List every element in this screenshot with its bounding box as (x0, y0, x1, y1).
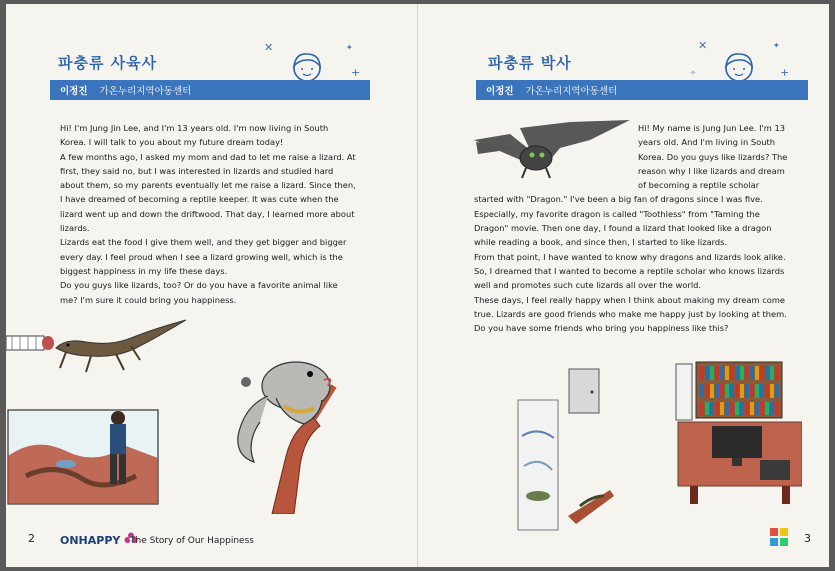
left-page-title: 파충류 사육사 (58, 54, 158, 72)
page-number: 2 (28, 532, 35, 545)
dragon-float-space (474, 121, 638, 183)
reptile-tank-drawing (510, 396, 616, 532)
author-name: 이정진 (486, 86, 514, 97)
sparkle-icon: ✕ (698, 39, 708, 52)
bookshelf-desk-drawing (672, 360, 802, 506)
footer-logo-text: ONHAPPY (60, 534, 121, 547)
right-page-title: 파충류 박사 (488, 54, 572, 72)
lizard-drawing (6, 316, 196, 386)
terrarium-drawing (6, 396, 166, 508)
right-author-bar (476, 80, 808, 100)
sparkle-icon: ✕ (264, 41, 274, 54)
paragraph: Do you guys like lizards, too? Or do you have a favorite animal like me? I'm sure it could bring you happiness. (60, 280, 338, 305)
sparkle-icon: ✦ (346, 43, 353, 52)
paragraph: A few months ago, I asked my mom and dad to let me raise a lizard. At first, they said no, but I was interested in lizards and studied hard about them, so my parents eventually let me raise a lizard. Since then, I have dreamed of becoming a reptile keeper. It was cute when the lizard went up and down the driftwood. That day, I learned more about lizards. (60, 151, 356, 234)
footer-logo (60, 532, 138, 547)
paragraph: Hi! I'm Jung Jin Lee, and I'm 13 years old. I'm now living in South Korea. I will talk to you about my future dream today! (60, 123, 329, 148)
right-page (418, 4, 829, 567)
plus-icon: + (780, 66, 790, 79)
lizard-branch-drawing (224, 346, 344, 514)
footer-title: The Story of Our Happiness (130, 536, 254, 546)
sparkle-icon: ✧ (690, 69, 696, 77)
left-page (6, 4, 418, 567)
puzzle-logo-icon (768, 526, 790, 548)
left-body-text (60, 121, 356, 307)
page-number: 3 (804, 532, 811, 545)
author-name: 이정진 (60, 86, 88, 97)
author-org: 가온누리지역아동센터 (99, 86, 192, 97)
sparkle-icon: ✦ (773, 41, 780, 50)
paragraph: Lizards eat the food I give them well, and they get bigger and bigger every day. I feel proud when I see a lizard growing well, which is the biggest happiness in my life these days. (60, 237, 347, 276)
plus-icon: + (351, 66, 361, 79)
paragraph: These days, I feel really happy when I think about making my dream come true. Lizards are good friends who make me happy just by looking at them. Do you have some friends who bring you happiness like this? (474, 294, 787, 334)
paragraph: From that point, I have wanted to know why dragons and lizards look alike. So, I dreamed that I wanted to become a reptile scholar who knows lizards well and promotes such cute lizards all over the world. (474, 251, 786, 291)
right-body-text (474, 121, 788, 335)
paragraph: Hi! My name is Jung Jun Lee. I'm 13 years old. And I'm living in South Korea. Do you guys like lizards? The reason why I like lizards and dream of becoming a reptile scholar started with "Dragon." I've been a big fan of dragons since I was five. Especially, my favorite dragon is called "Toothless" from "Taming the Dragon" movie. Then one day, I found a lizard that looked like a dragon while reading a book, and since then, I started to like lizards. (474, 123, 788, 248)
left-author-bar (50, 80, 370, 100)
author-org: 가온누리지역아동센터 (525, 86, 618, 97)
book-spread (6, 4, 829, 567)
